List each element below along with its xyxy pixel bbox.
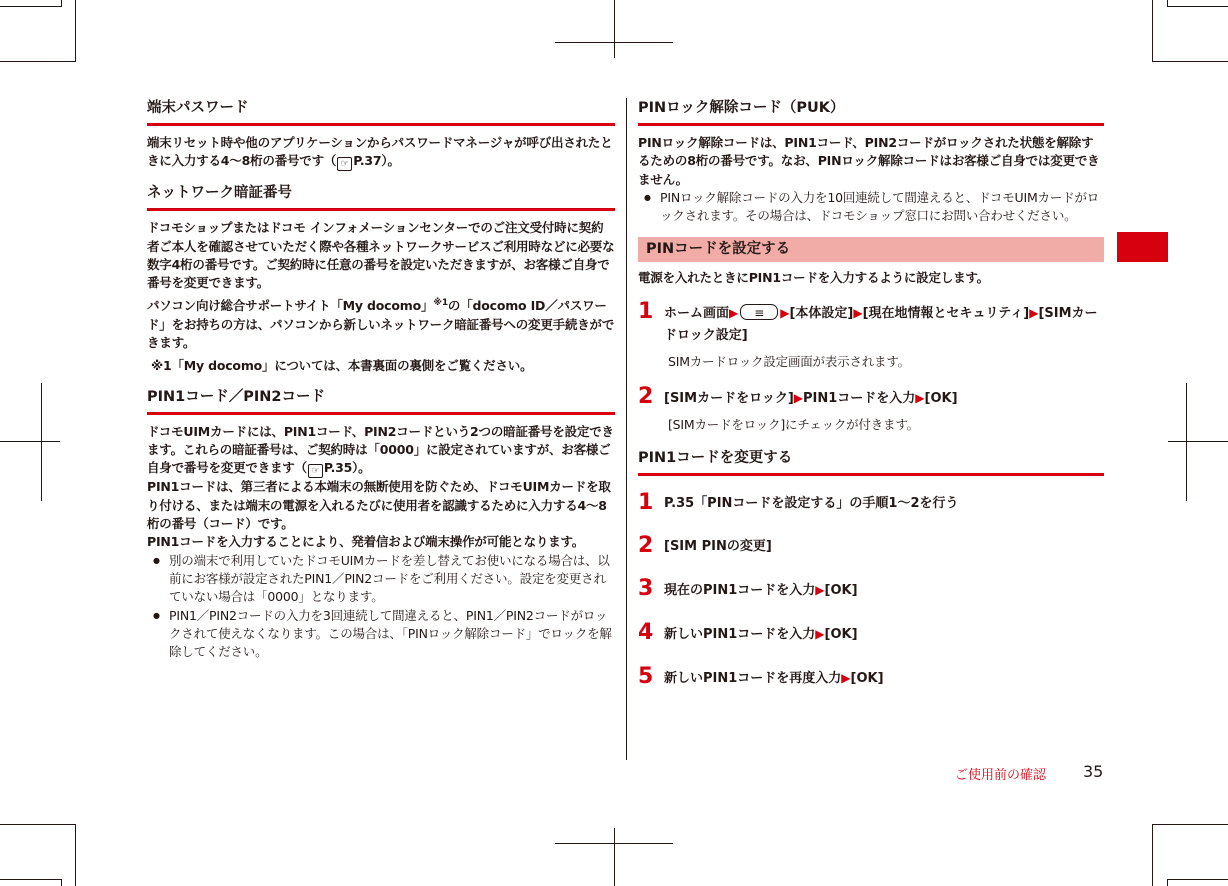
triangle-right-icon: ▶ [815,627,825,642]
change-pin-step-5: 5 新しいPIN1コードを再度入力▶[OK] [638,664,884,690]
pin1-pin2-text: ドコモUIMカードには、PIN1コード、PIN2コードという2つの暗証番号を設定できます。これらの暗証番号は、ご契約時は「0000」に設定されていますが、お客様ご自身で番号を変更できます（ ☞ P.35）。 [147,423,614,477]
change-pin-step-2: 2 [SIM PINの変更] [638,533,772,559]
triangle-right-icon: ▶ [915,391,925,406]
step-2-result: [SIMカードをロック]にチェックが付きます。 [668,417,919,433]
change-pin-step-3: 3 現在のPIN1コードを入力▶[OK] [638,576,858,602]
change-pin-step-4: 4 新しいPIN1コードを入力▶[OK] [638,620,858,646]
triangle-right-icon: ▶ [729,305,739,320]
column-divider [626,98,627,760]
step-number: 2 [638,533,654,559]
list-item: ● 別の端末で利用していたドコモUIMカードを差し替えてお使いになる場合は、以前にお客様が設定されたPIN1／PIN2コードをご利用ください。設定を変更されていない場合は「0000」となります。 [147,552,615,607]
page-number: 35 [1083,762,1104,781]
section-band-set-pin: PINコードを設定する [638,237,1104,262]
menu-key-icon [740,304,778,320]
pin1-description: PIN1コードは、第三者による本端末の無断使用を防ぐため、ドコモUIMカードを取り付ける、または端末の電源を入れるたびに使用者を認識するために入力する4〜8桁の番号（コード）です。 [147,479,611,532]
triangle-right-icon: ▶ [853,305,863,320]
list-item: ● PINロック解除コードの入力を10回連続して間違えると、ドコモUIMカードがロックされます。その場合は、ドコモショップ窓口にお問い合わせください。 [638,189,1104,226]
section-title-device-password: 端末パスワード [147,98,615,126]
footer-section-name: ご使用前の確認 [955,768,1047,783]
triangle-right-icon: ▶ [841,671,851,686]
pin1-usage: PIN1コードを入力することにより、発着信および端末操作が可能となります。 [147,534,585,550]
set-pin-intro: 電源を入れたときにPIN1コードを入力するように設定します。 [638,270,989,286]
reference-hand-icon: ☞ [308,464,323,478]
step-number: 3 [638,576,654,602]
network-pin-text: ドコモショップまたはドコモ インフォメーションセンターでのご注文受付時に契約者ご本人を確認させていただく際や各種ネットワークサービスご利用時などに必要な数字4桁の番号です。ご契約時に任意の番号を設定いただきますが、お客様ご自身で番号を変更できます。 [147,220,615,291]
section-title-change-pin1: PIN1コードを変更する [638,448,1104,476]
section-title-puk: PINロック解除コード（PUK） [638,98,1104,126]
footnote: ※1「My docomo」については、本書裏面の裏側をご覧ください。 [151,357,533,373]
step-number: 2 [638,384,654,410]
pin-notes-list [147,552,615,662]
step-number: 1 [638,298,654,324]
puk-notes-list [638,189,1104,226]
puk-text: PINロック解除コードは、PIN1コード、PIN2コードがロックされた状態を解除するための8桁の番号です。なお、PINロック解除コードはお客様ご自身では変更できません。 [638,135,1100,187]
step-1-result: SIMカードロック設定画面が表示されます。 [668,353,910,369]
section-title-network-pin: ネットワーク暗証番号 [147,183,615,211]
right-column [638,98,1104,690]
network-pin-mydocomo-text: パソコン向け総合サポートサイト「My docomo」$^{※1}$の「docomo ID／パスワード」をお持ちの方は、パソコンから新しいネットワーク暗証番号への変更手続きができます。 [147,298,615,351]
triangle-right-icon: ▶ [815,583,825,598]
chapter-tab [1117,232,1168,262]
list-item: ● PIN1／PIN2コードの入力を3回連続して間違えると、PIN1／PIN2コードがロックされて使えなくなります。この場合は、「PINロック解除コード」でロックを解除してください。 [147,607,615,662]
left-column [147,98,615,661]
device-password-text: 端末リセット時や他のアプリケーションからパスワードマネージャが呼び出されたときに入力する4〜8桁の番号です（ ☞ P.37）。 [147,135,613,170]
change-pin-step-1: 1 P.35「PINコードを設定する」の手順1〜2を行う [638,490,959,516]
step-number: 1 [638,490,654,516]
section-title-pin1-pin2: PIN1コード／PIN2コード [147,387,615,415]
triangle-right-icon: ▶ [780,305,790,320]
set-pin-step-2: 2 [SIMカードをロック]▶PIN1コードを入力▶[OK] [638,384,958,410]
reference-hand-icon: ☞ [337,157,352,171]
triangle-right-icon: ▶ [1029,305,1039,320]
step-number: 4 [638,620,654,646]
triangle-right-icon: ▶ [793,391,803,406]
step-number: 5 [638,664,654,690]
footnote-marker: ※1 [433,298,448,309]
set-pin-step-1: 1 ホーム画面▶≡ ▶[本体設定]▶[現在地情報とセキュリティ]▶[SIMカードロック設定] [638,302,1104,347]
